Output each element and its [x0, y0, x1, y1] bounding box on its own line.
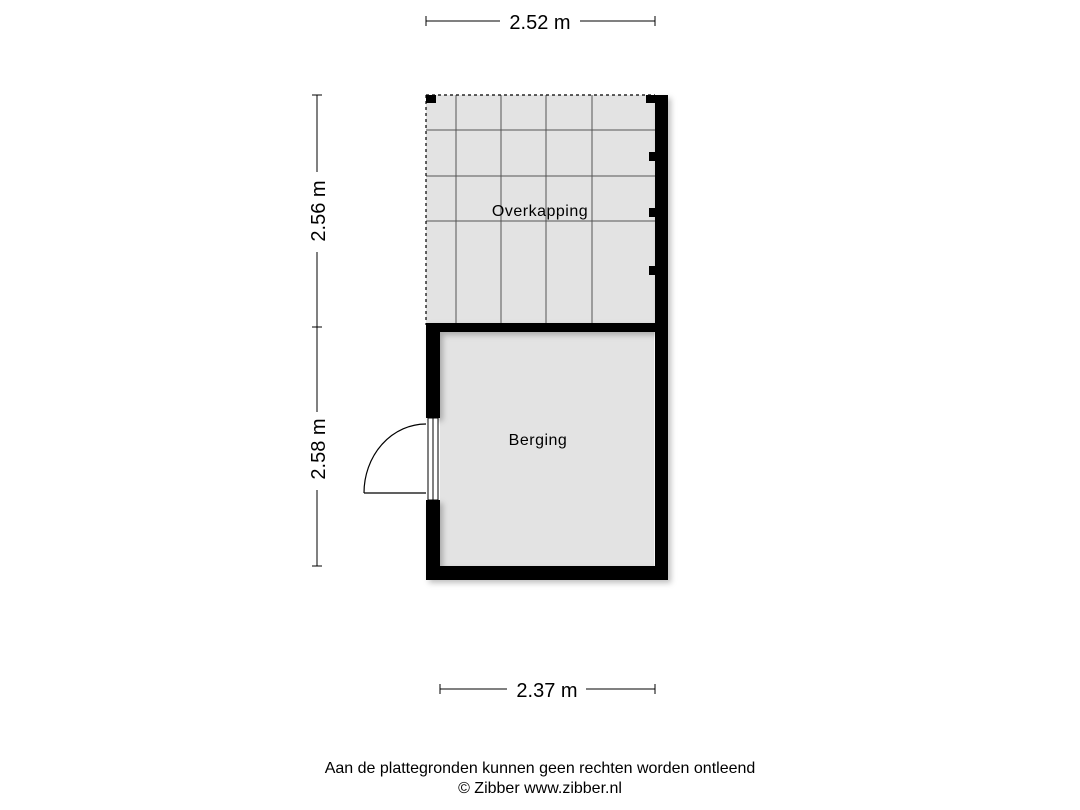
wall-bottom: [426, 566, 668, 580]
dimension-bottom-label: 2.37 m: [516, 680, 578, 702]
dimension-bottom: [440, 680, 655, 702]
dimension-top-label: 2.52 m: [509, 12, 571, 34]
copyright-text: © Zibber www.zibber.nl: [458, 780, 622, 797]
disclaimer-text: Aan de plattegronden kunnen geen rechten worden ontleend: [324, 760, 756, 777]
dimension-upper-label: 2.56 m: [308, 180, 330, 242]
dimension-top: [426, 12, 655, 34]
door: [364, 418, 438, 500]
dimension-lower-label: 2.58 m: [308, 418, 330, 480]
door-swing-arc: [364, 424, 426, 493]
wall-left-upper: [426, 323, 440, 418]
post-icon: [426, 95, 436, 103]
wall-divider: [426, 323, 668, 332]
room-label-berging: Berging: [508, 432, 568, 449]
dimension-left: [308, 95, 330, 566]
berging-floor: [440, 332, 654, 566]
room-label-overkapping: Overkapping: [491, 203, 589, 220]
wall-right: [655, 95, 668, 580]
wall-left-lower: [426, 500, 440, 580]
